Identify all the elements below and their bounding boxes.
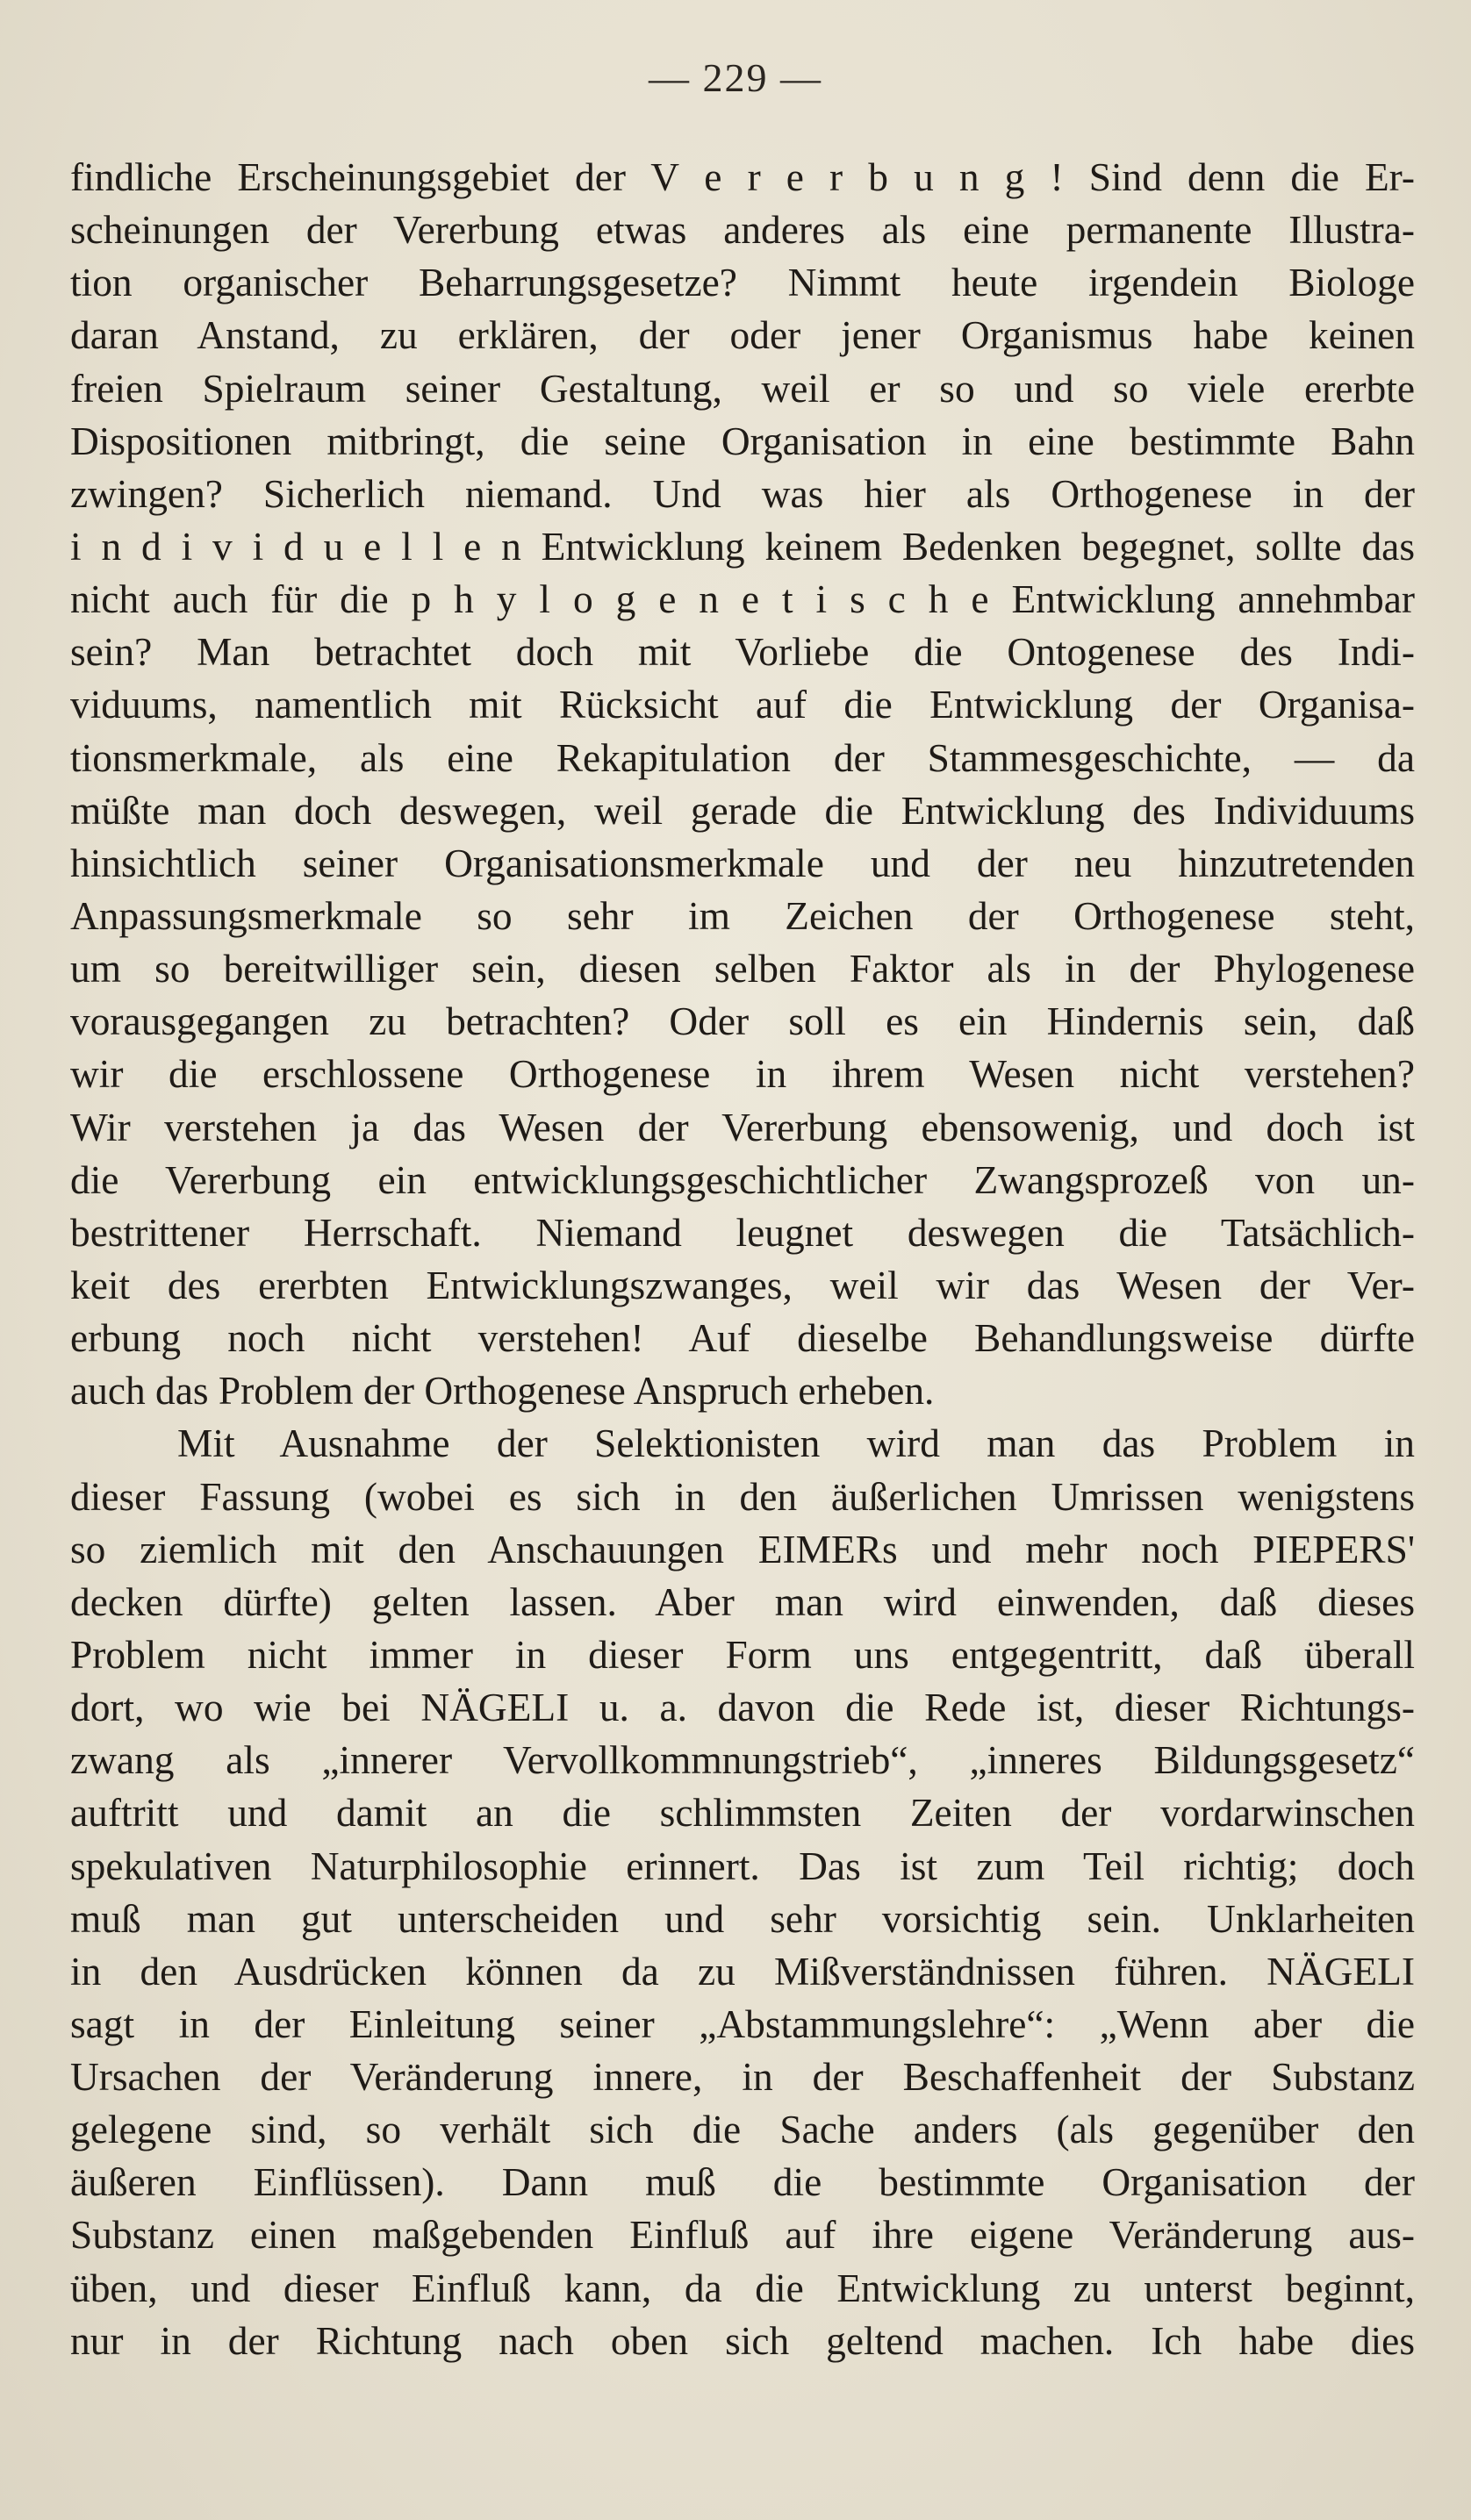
text-line: gelegene sind, so verhält sich die Sache anders (als gegenüber den xyxy=(70,2108,1415,2152)
text-line: zwingen? Sicherlich niemand. Und was hier als Orthogenese in der xyxy=(70,471,1415,516)
text-line: daran Anstand, zu erklären, der oder jener Organismus habe keinen xyxy=(70,313,1415,358)
paragraph-2 xyxy=(70,1417,1415,2367)
text-line: zwang als „innerer Vervollkommnungstrieb“, „inneres Bildungsgesetz“ xyxy=(70,1738,1415,1783)
text-line: die Vererbung ein entwicklungsgeschichtlicher Zwangsprozeß von un- xyxy=(70,1157,1415,1202)
text-line: viduums, namentlich mit Rücksicht auf die Entwicklung der Organisa- xyxy=(70,683,1415,727)
text-line: tion organischer Beharrungsgesetze? Nimmt heute irgendein Biologe xyxy=(70,261,1415,305)
text-line: nicht auch für die p h y l o g e n e t i s c h e Entwicklung annehmbar xyxy=(70,577,1415,622)
text-line: freien Spielraum seiner Gestaltung, weil er so und so viele ererbte xyxy=(70,366,1415,411)
text-line: hinsichtlich seiner Organisationsmerkmale und der neu hinzutretenden xyxy=(70,841,1415,885)
text-line: bestrittener Herrschaft. Niemand leugnet deswegen die Tatsächlich- xyxy=(70,1210,1415,1255)
text-line: Substanz einen maßgebenden Einfluß auf ihre eigene Veränderung aus- xyxy=(70,2213,1415,2258)
text-line: sein? Man betrachtet doch mit Vorliebe die Ontogenese des Indi- xyxy=(70,630,1415,675)
text-line: erbung noch nicht verstehen! Auf dieselbe Behandlungsweise dürfte xyxy=(70,1316,1415,1361)
text-line: keit des ererbten Entwicklungszwanges, weil wir das Wesen der Ver- xyxy=(70,1263,1415,1307)
text-line: findliche Erscheinungsgebiet der V e r e r b u n g ! Sind denn die Er- xyxy=(70,155,1415,199)
text-line: üben, und dieser Einfluß kann, da die Entwicklung zu unterst beginnt, xyxy=(70,2266,1415,2310)
text-line: dort, wo wie bei NÄGELI u. a. davon die Rede ist, dieser Richtungs- xyxy=(70,1686,1415,1730)
text-line: Mit Ausnahme der Selektionisten wird man das Problem in xyxy=(177,1421,1415,1466)
text-line: wir die erschlossene Orthogenese in ihrem Wesen nicht verstehen? xyxy=(70,1052,1415,1097)
text-line: in den Ausdrücken können da zu Mißverständnissen führen. NÄGELI xyxy=(70,1949,1415,1994)
text-line: Ursachen der Veränderung innere, in der Beschaffenheit der Substanz xyxy=(70,2055,1415,2100)
text-line: spekulativen Naturphilosophie erinnert. Das ist zum Teil richtig; doch xyxy=(70,1843,1415,1888)
text-line: auch das Problem der Orthogenese Anspruch erheben. xyxy=(70,1369,935,1414)
text-line: um so bereitwilliger sein, diesen selben Faktor als in der Phylogenese xyxy=(70,947,1415,992)
paragraph-1 xyxy=(70,151,1415,1417)
text-line: muß man gut unterscheiden und sehr vorsichtig sein. Unklarheiten xyxy=(70,1896,1415,1941)
text-line: äußeren Einflüssen). Dann muß die bestimmte Organisation der xyxy=(70,2160,1415,2205)
text-line: auftritt und damit an die schlimmsten Zeiten der vordarwinschen xyxy=(70,1791,1415,1836)
text-line: vorausgegangen zu betrachten? Oder soll es ein Hindernis sein, daß xyxy=(70,999,1415,1044)
text-line: Anpassungsmerkmale so sehr im Zeichen der Orthogenese steht, xyxy=(70,893,1415,938)
text-line: sagt in der Einleitung seiner „Abstammungslehre“: „Wenn aber die xyxy=(70,2001,1415,2046)
text-line: Wir verstehen ja das Wesen der Vererbung ebensowenig, und doch ist xyxy=(70,1105,1415,1149)
body-text xyxy=(70,151,1415,2367)
text-line: müßte man doch deswegen, weil gerade die Entwicklung des Individuums xyxy=(70,788,1415,833)
text-line: nur in der Richtung nach oben sich geltend machen. Ich habe dies xyxy=(70,2318,1415,2363)
text-line: Dispositionen mitbringt, die seine Organisation in eine bestimmte Bahn xyxy=(70,419,1415,463)
page-number: — 229 — xyxy=(649,55,822,100)
text-line: Problem nicht immer in dieser Form uns entgegentritt, daß überall xyxy=(70,1632,1415,1677)
text-line: dieser Fassung (wobei es sich in den äußerlichen Umrissen wenigstens xyxy=(70,1474,1415,1519)
text-line: i n d i v i d u e l l e n Entwicklung keinem Bedenken begegnet, sollte das xyxy=(70,524,1415,569)
text-line: so ziemlich mit den Anschauungen EIMERs und mehr noch PIEPERS' xyxy=(70,1527,1415,1571)
text-line: scheinungen der Vererbung etwas anderes als eine permanente Illustra- xyxy=(70,208,1415,253)
text-line: decken dürfte) gelten lassen. Aber man wird einwenden, daß dieses xyxy=(70,1579,1415,1624)
text-line: tionsmerkmale, als eine Rekapitulation der Stammesgeschichte, — da xyxy=(70,735,1415,780)
